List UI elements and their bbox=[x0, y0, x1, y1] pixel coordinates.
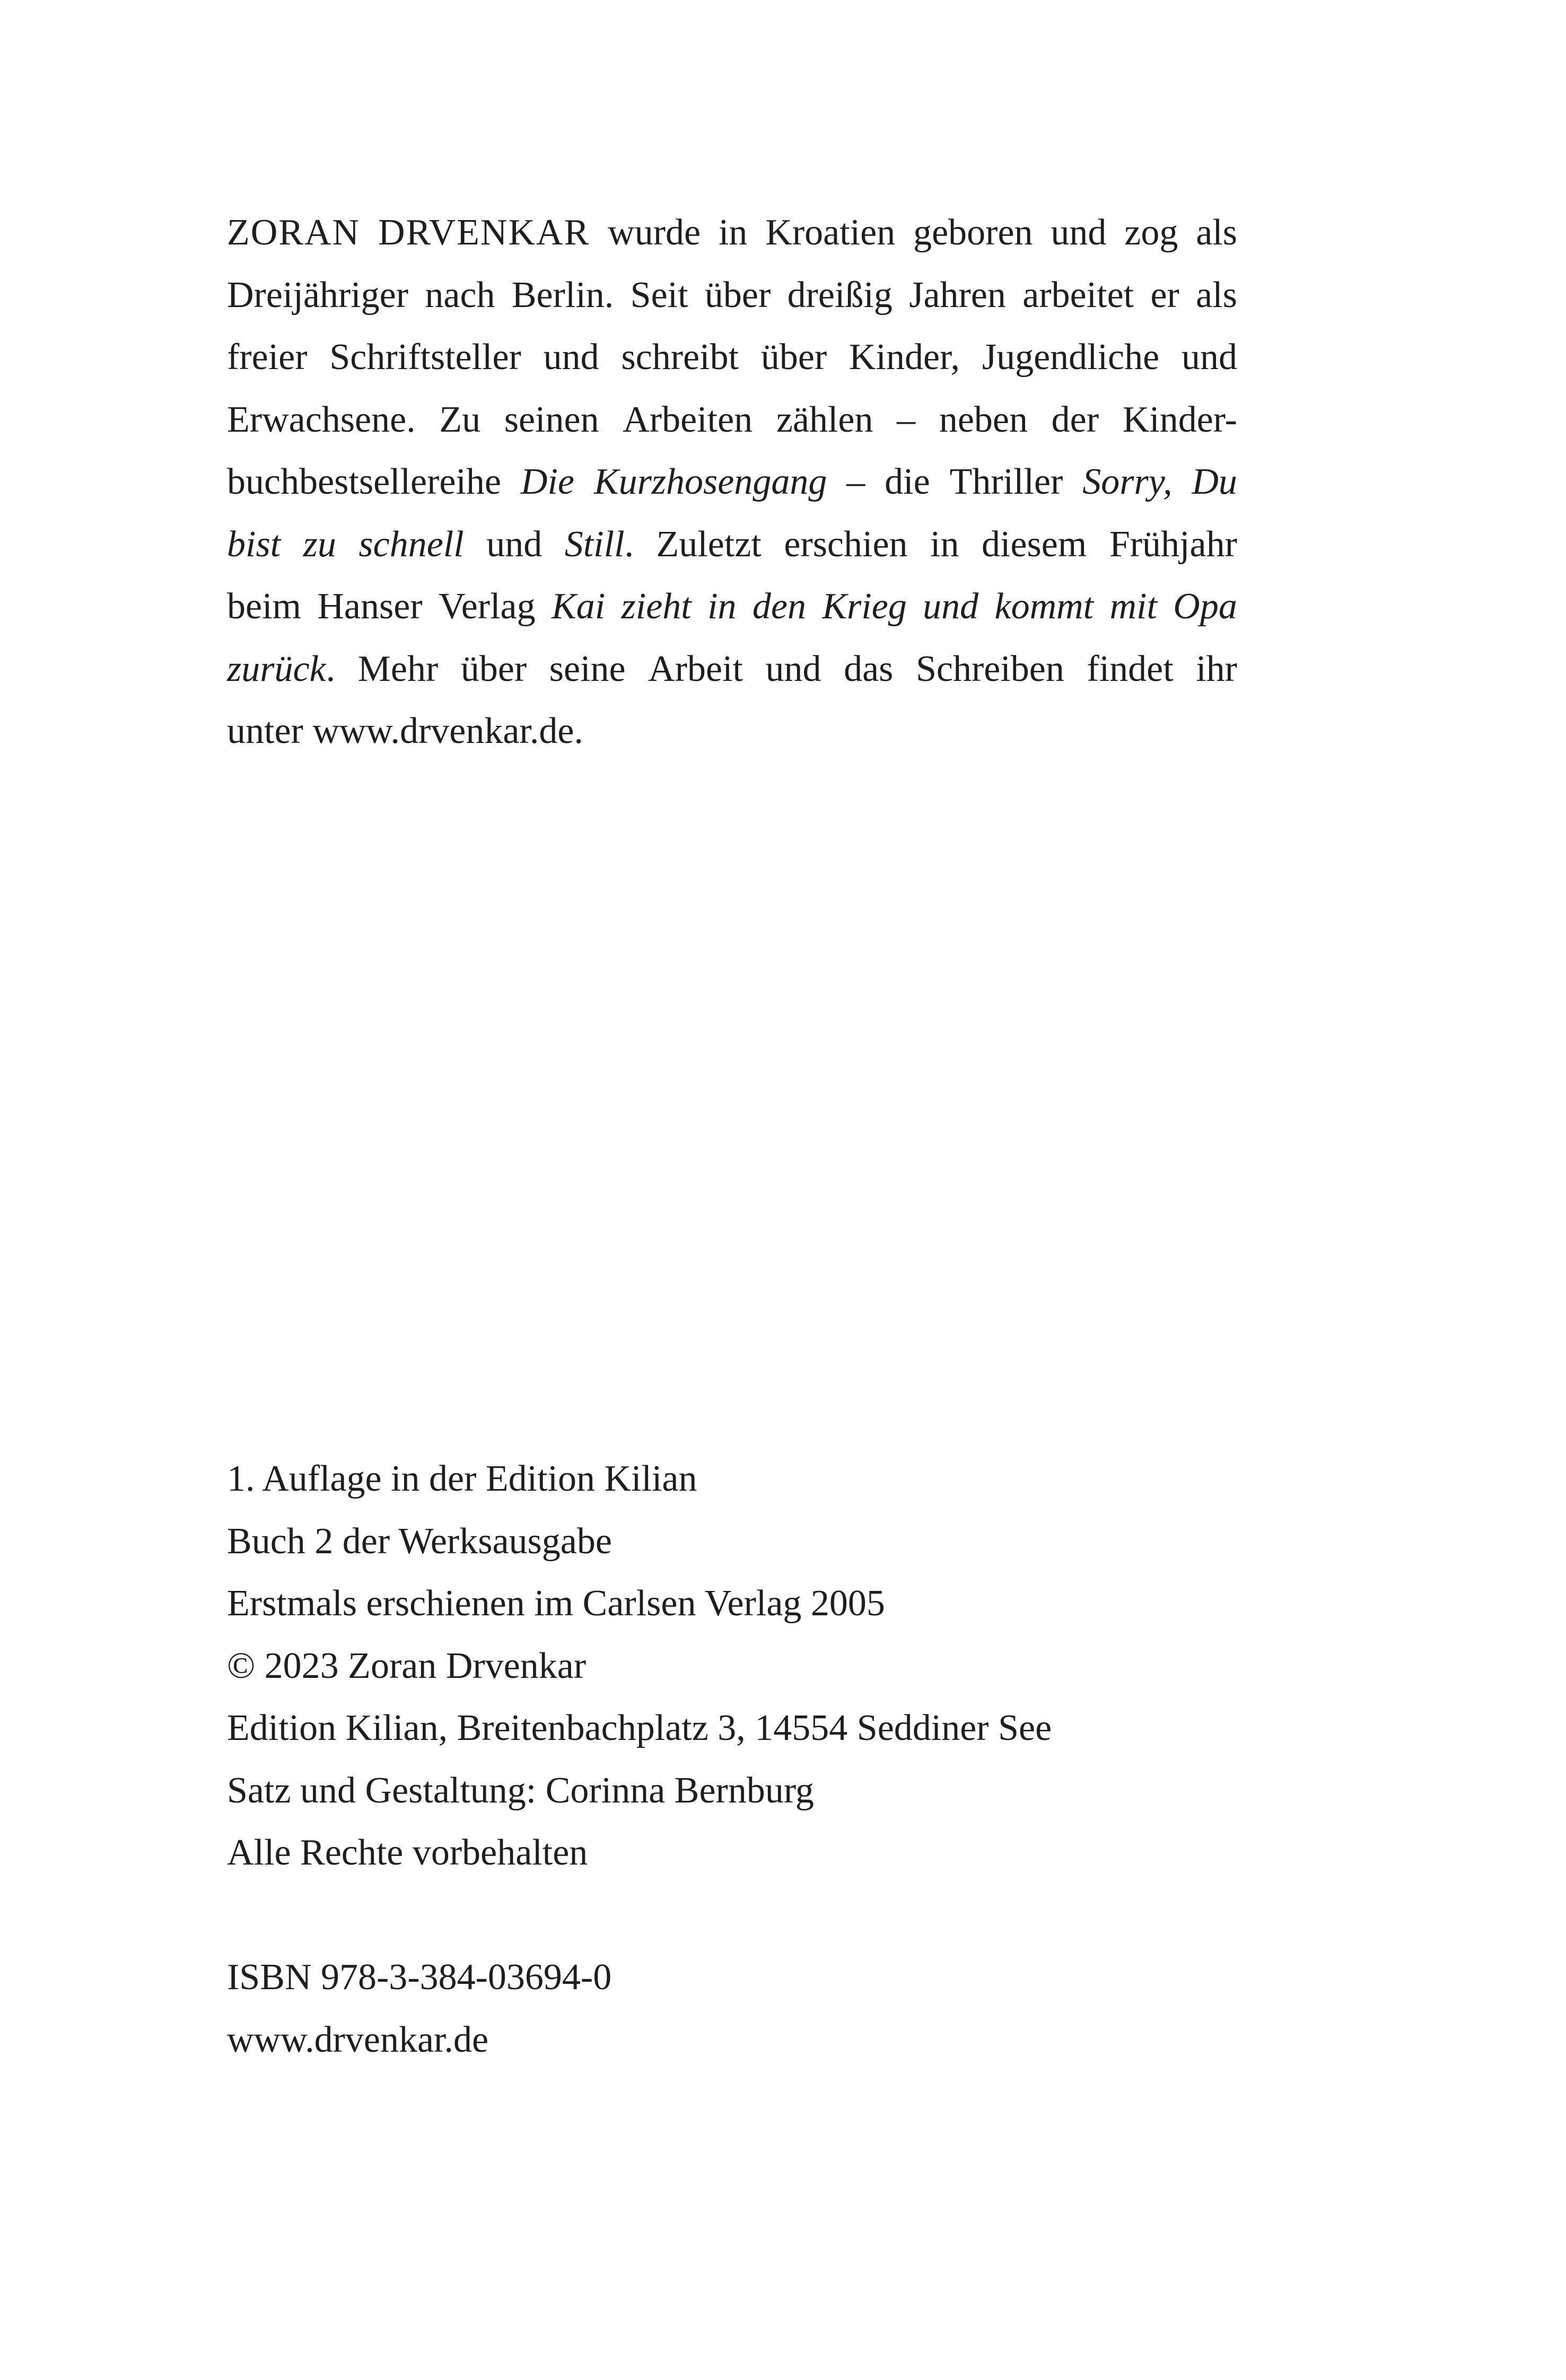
word: und bbox=[486, 523, 543, 565]
word: Du bbox=[1192, 461, 1237, 502]
word: die bbox=[885, 461, 930, 502]
word: über bbox=[460, 648, 527, 689]
spacer bbox=[227, 1884, 1237, 1947]
word: DRVENKAR bbox=[378, 212, 590, 253]
bio-line-8 bbox=[227, 638, 1237, 701]
word: ZORAN bbox=[227, 212, 361, 253]
word: schnell bbox=[358, 523, 464, 565]
word: Schreiben bbox=[915, 648, 1064, 689]
word: und bbox=[1181, 337, 1237, 378]
isbn-line: ISBN 978-3-384-03694-0 bbox=[227, 1957, 612, 1998]
word: er bbox=[1150, 274, 1179, 316]
word: und bbox=[1051, 212, 1107, 253]
word: ihr bbox=[1196, 648, 1237, 689]
word: zählen bbox=[776, 399, 873, 440]
word: Thriller bbox=[949, 461, 1063, 502]
edition-line: 1. Auflage in der Edition Kilian bbox=[227, 1458, 697, 1499]
bio-line-3 bbox=[227, 326, 1237, 389]
word: der bbox=[1051, 399, 1099, 440]
word: Opa bbox=[1173, 586, 1237, 627]
design-credit-line: Satz und Gestaltung: Corinna Bernburg bbox=[227, 1770, 814, 1811]
word: bist bbox=[227, 523, 281, 565]
bio-line-5 bbox=[227, 451, 1237, 513]
word: Arbeiten bbox=[623, 399, 753, 440]
bio-line-7 bbox=[227, 575, 1237, 638]
word: zurück. bbox=[227, 648, 336, 689]
word: zog bbox=[1124, 212, 1178, 253]
bio-line-9: unter www.drvenkar.de. bbox=[227, 711, 583, 751]
word: Berlin. bbox=[511, 274, 614, 316]
word: in bbox=[930, 523, 959, 565]
word: Sorry, bbox=[1082, 461, 1173, 502]
word: Kinder- bbox=[1122, 399, 1237, 440]
bio-line-6 bbox=[227, 513, 1237, 576]
word: Erwachsene. bbox=[227, 399, 416, 440]
word: neben bbox=[939, 399, 1028, 440]
word: Jahren bbox=[909, 274, 1006, 316]
word: mit bbox=[1109, 586, 1157, 627]
copyright-line: © 2023 Zoran Drvenkar bbox=[227, 1645, 587, 1686]
word: Kai bbox=[552, 586, 606, 627]
word: in bbox=[707, 586, 737, 627]
word: zieht bbox=[621, 586, 692, 627]
bio-line-4 bbox=[227, 389, 1237, 451]
word: als bbox=[1196, 212, 1237, 253]
word: Verlag bbox=[438, 586, 536, 627]
word: das bbox=[844, 648, 894, 689]
word: arbeitet bbox=[1022, 274, 1134, 316]
word: zu bbox=[303, 523, 336, 565]
word: und bbox=[765, 648, 821, 689]
word: diesem bbox=[982, 523, 1087, 565]
word: Mehr bbox=[357, 648, 439, 689]
rights-line: Alle Rechte vorbehalten bbox=[227, 1832, 588, 1873]
word: Zu bbox=[439, 399, 481, 440]
author-biography bbox=[227, 202, 1237, 763]
word: Kinder, bbox=[848, 337, 960, 378]
word: in bbox=[718, 212, 748, 253]
word: nach bbox=[425, 274, 495, 316]
bio-line-2 bbox=[227, 264, 1237, 327]
word: buchbestsellereihe bbox=[227, 461, 502, 502]
word: kommt bbox=[994, 586, 1094, 627]
word: Hanser bbox=[317, 586, 423, 627]
word: den bbox=[752, 586, 806, 627]
word: Schriftsteller bbox=[329, 337, 521, 378]
word: freier bbox=[227, 337, 308, 378]
word: Arbeit bbox=[648, 648, 743, 689]
word: – bbox=[846, 461, 865, 502]
word: dreißig bbox=[787, 274, 893, 316]
word: und bbox=[923, 586, 979, 627]
word: Krieg bbox=[822, 586, 907, 627]
word: Kurzhosengang bbox=[593, 461, 827, 502]
word: geboren bbox=[913, 212, 1033, 253]
word: Frühjahr bbox=[1109, 523, 1237, 565]
word: Jugendliche bbox=[982, 337, 1160, 378]
word: seine bbox=[549, 648, 626, 689]
word: findet bbox=[1087, 648, 1174, 689]
word: über bbox=[760, 337, 827, 378]
word: als bbox=[1196, 274, 1237, 316]
word: schreibt bbox=[621, 337, 739, 378]
word: wurde bbox=[608, 212, 701, 253]
word: beim bbox=[227, 586, 301, 627]
bio-line-1 bbox=[227, 202, 1237, 264]
imprint-block bbox=[227, 1448, 1237, 2071]
first-published-line: Erstmals erschienen im Carlsen Verlag 2005 bbox=[227, 1583, 885, 1624]
word: Still. bbox=[564, 523, 634, 565]
volume-line: Buch 2 der Werksausgabe bbox=[227, 1520, 612, 1562]
word: und bbox=[543, 337, 599, 378]
word: erschien bbox=[784, 523, 908, 565]
word: Seit bbox=[630, 274, 688, 316]
word: – bbox=[897, 399, 916, 440]
word: Kroatien bbox=[765, 212, 896, 253]
publisher-address-line: Edition Kilian, Breitenbachplatz 3, 14554 Seddiner See bbox=[227, 1708, 1052, 1748]
word: Zuletzt bbox=[656, 523, 762, 565]
website-line: www.drvenkar.de bbox=[227, 2019, 489, 2060]
word: über bbox=[704, 274, 771, 316]
word: seinen bbox=[504, 399, 599, 440]
word: Dreijähriger bbox=[227, 274, 409, 316]
word: Die bbox=[520, 461, 574, 502]
